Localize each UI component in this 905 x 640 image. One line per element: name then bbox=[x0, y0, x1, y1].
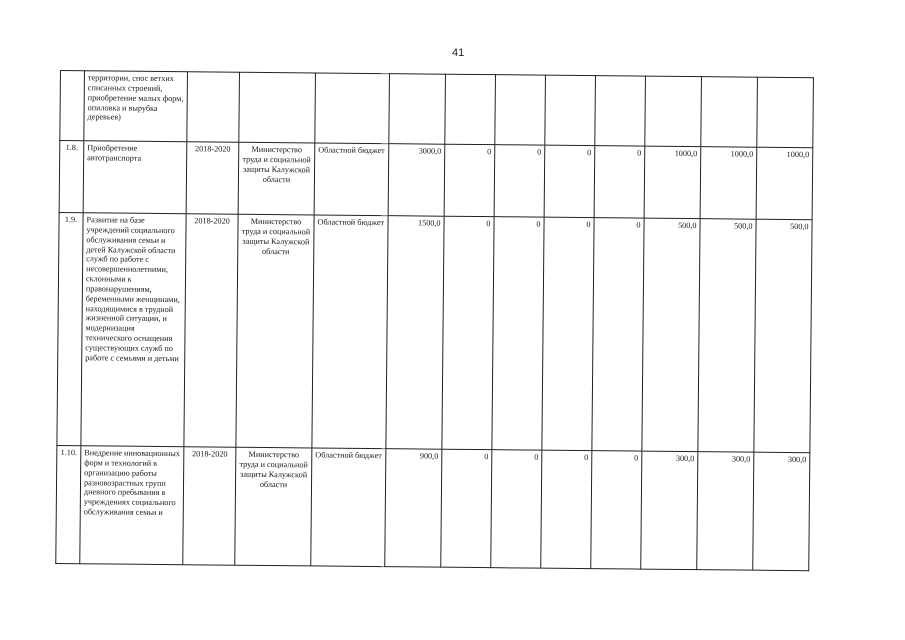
funding-source-cell: Областной бюджет bbox=[311, 448, 386, 567]
measure-name-cell: Приобретение автотранспорта bbox=[83, 141, 187, 214]
measure-name-cell: территории, снос ветхих списанных строений, приобретение малых форм, опиловка и вырубка деревьев) bbox=[84, 71, 188, 142]
funding-source-cell: Областной бюджет bbox=[312, 215, 388, 449]
amount-cell: 0 bbox=[491, 450, 542, 568]
funding-source-cell bbox=[315, 73, 390, 144]
row-number-cell: 1.8. bbox=[59, 141, 84, 213]
measure-name-cell: Развитие на базе учреждений социального обслуживания семьи и детей Калужской области служб по работе с несовершеннолетними, склонными к правонарушениям, беременными женщинами, находящимися в трудной жизненной ситуации, и модернизация технического оснащения существующих служб по работе с семьями и детьми bbox=[81, 213, 186, 447]
amount-cell bbox=[645, 76, 702, 147]
executor-cell: Министерство труда и социальной защиты Калужской области bbox=[236, 214, 314, 448]
amount-cell bbox=[757, 77, 814, 148]
amount-cell: 1000,0 bbox=[644, 146, 701, 219]
table-row bbox=[59, 141, 813, 220]
amount-cell: 300,0 bbox=[753, 452, 810, 571]
period-cell: 2018-2020 bbox=[184, 214, 238, 447]
amount-cell bbox=[701, 77, 758, 148]
period-cell: 2018-2020 bbox=[186, 142, 239, 214]
amount-cell: 0 bbox=[494, 145, 545, 217]
table-row bbox=[60, 71, 814, 148]
table-row bbox=[56, 445, 810, 570]
page-number: 41 bbox=[452, 47, 465, 59]
row-number-cell: 1.9. bbox=[57, 212, 83, 445]
amount-cell: 0 bbox=[544, 145, 595, 217]
amount-cell: 0 bbox=[444, 144, 495, 216]
measure-name-cell: Внедрение инновационных форм и технологий в организацию работы разновозрастных групп дневного пребывания в учреждениях социального обслуживания семьи и bbox=[80, 446, 184, 565]
table-body bbox=[56, 71, 814, 571]
amount-cell: 500,0 bbox=[642, 218, 700, 452]
funding-source-cell: Областной бюджет bbox=[314, 143, 389, 216]
amount-cell: 300,0 bbox=[697, 452, 754, 571]
table-row bbox=[57, 212, 812, 452]
amount-cell: 3000,0 bbox=[388, 144, 445, 217]
executor-cell: Министерство труда и социальной защиты Калужской области bbox=[238, 142, 315, 215]
amount-cell: 0 bbox=[542, 217, 594, 450]
period-cell: 2018-2020 bbox=[183, 447, 236, 565]
row-number-cell bbox=[60, 71, 85, 141]
period-cell bbox=[187, 72, 240, 142]
amount-cell: 0 bbox=[442, 216, 494, 449]
amount-cell: 900,0 bbox=[385, 449, 442, 568]
amount-cell: 1000,0 bbox=[756, 147, 813, 220]
amount-cell bbox=[595, 76, 646, 146]
amount-cell: 500,0 bbox=[698, 219, 756, 453]
amount-cell bbox=[445, 74, 496, 144]
amount-cell: 0 bbox=[594, 146, 645, 218]
amount-cell bbox=[389, 74, 446, 145]
amount-cell: 0 bbox=[591, 451, 642, 569]
amount-cell: 500,0 bbox=[754, 219, 812, 453]
amount-cell: 1500,0 bbox=[386, 216, 444, 450]
executor-cell: Министерство труда и социальной защиты Калужской области bbox=[235, 447, 312, 566]
amount-cell: 1000,0 bbox=[700, 147, 757, 220]
budget-table bbox=[55, 70, 814, 571]
amount-cell: 0 bbox=[492, 217, 544, 450]
executor-cell bbox=[239, 72, 316, 143]
amount-cell: 0 bbox=[592, 218, 644, 451]
amount-cell bbox=[495, 75, 546, 145]
amount-cell bbox=[545, 75, 596, 145]
amount-cell: 0 bbox=[441, 449, 492, 567]
amount-cell: 0 bbox=[541, 450, 592, 568]
amount-cell: 300,0 bbox=[641, 451, 698, 570]
row-number-cell: 1.10. bbox=[56, 445, 81, 563]
